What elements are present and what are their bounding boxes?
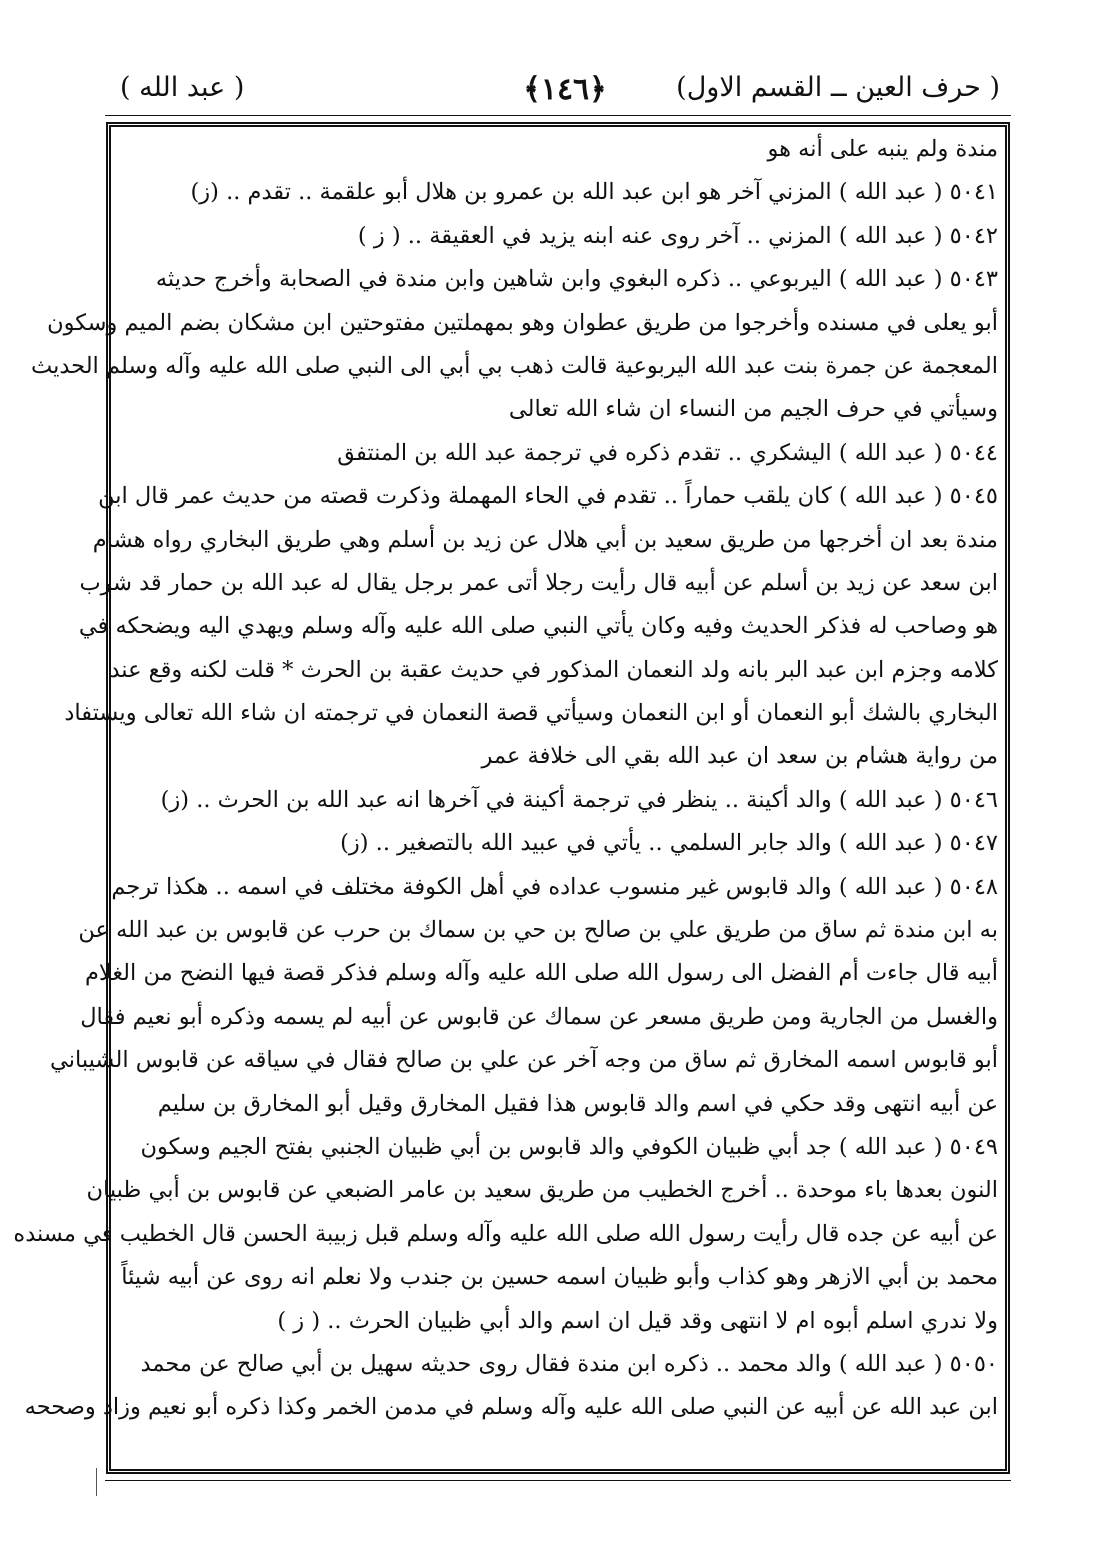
border-rule-bottom bbox=[105, 1480, 1011, 1481]
text-line: المعجمة عن جمرة بنت عبد الله اليربوعية قالت ذهب بي أبي الى النبي صلى الله عليه وآله وسلم الحديث bbox=[31, 352, 998, 379]
text-line: ٥٠٤٢ ( عبد الله ) المزني .. آخر روى عنه ابنه يزيد في العقيقة .. ( ز ) bbox=[357, 222, 998, 249]
text-line: عن أبيه انتهى وقد حكي في اسم والد قابوس هذا فقيل المخارق وقيل أبو المخارق بن سليم bbox=[157, 1090, 998, 1117]
text-line: عن أبيه عن جده قال رأيت رسول الله صلى الله عليه وآله وسلم قبل زبيبة الحسن قال الخطيب في مسنده bbox=[13, 1220, 998, 1247]
margin-mark bbox=[96, 1468, 97, 1496]
text-line: كلامه وجزم ابن عبد البر بانه ولد النعمان المذكور في حديث عقبة بن الحرث * قلت لكنه وقع عند bbox=[109, 656, 998, 683]
text-line: ٥٠٥٠ ( عبد الله ) والد محمد .. ذكره ابن مندة فقال روى حديثه سهيل بن أبي صالح عن محمد bbox=[140, 1350, 998, 1377]
text-line: ٥٠٤٧ ( عبد الله ) والد جابر السلمي .. يأتي في عبيد الله بالتصغير .. (ز) bbox=[340, 830, 998, 857]
text-line: محمد بن أبي الازهر وهو كذاب وأبو ظبيان اسمه حسين بن جندب ولا نعلم انه روى عن أبيه شيئاً bbox=[121, 1264, 998, 1291]
section-title: ( حرف العين ــ القسم الاول) bbox=[676, 72, 1000, 103]
text-line: ولا ندري اسلم أبوه ام لا انتهى وقد قيل ان اسم والد أبي ظبيان الحرث .. ( ز ) bbox=[277, 1307, 998, 1334]
text-line: به ابن مندة ثم ساق من طريق علي بن صالح بن حي بن سماك بن حرب عن قابوس بن عبد الله عن bbox=[78, 917, 998, 944]
text-line: ٥٠٤٨ ( عبد الله ) والد قابوس غير منسوب عداده في أهل الكوفة مختلف في اسمه .. هكذا ترجم bbox=[111, 873, 998, 900]
text-line: ٥٠٤٤ ( عبد الله ) اليشكري .. تقدم ذكره في ترجمة عبد الله بن المنتفق bbox=[337, 439, 998, 466]
page-body bbox=[13, 128, 998, 1468]
entry-name: ( عبد الله ) bbox=[120, 72, 245, 103]
text-line: ٥٠٤٦ ( عبد الله ) والد أكينة .. ينظر في ترجمة أكينة في آخرها انه عبد الله بن الحرث .. (ز) bbox=[160, 786, 998, 813]
text-line: ابن عبد الله عن أبيه عن النبي صلى الله عليه وآله وسلم في مدمن الخمر وكذا ذكره أبو نعيم وزاد وصححه bbox=[24, 1394, 998, 1421]
text-line: ٥٠٤٣ ( عبد الله ) اليربوعي .. ذكره البغوي وابن شاهين وابن مندة في الصحابة وأخرج حديثه bbox=[155, 266, 998, 293]
text-line: ٥٠٤٥ ( عبد الله ) كان يلقب حماراً .. تقدم في الحاء المهملة وذكرت قصته من حديث عمر قال ابن bbox=[98, 483, 998, 510]
text-line: البخاري بالشك أبو النعمان أو ابن النعمان وسيأتي قصة النعمان في ترجمته ان شاء الله تعالى ويستفاد bbox=[64, 700, 998, 727]
page-header bbox=[120, 72, 1000, 128]
text-line: النون بعدها باء موحدة .. أخرج الخطيب من طريق سعيد بن عامر الضبعي عن قابوس بن أبي ظبيان bbox=[86, 1177, 998, 1204]
text-line: ٥٠٤١ ( عبد الله ) المزني آخر هو ابن عبد الله بن عمرو بن هلال أبو علقمة .. تقدم .. (ز) bbox=[190, 179, 998, 206]
text-line: من رواية هشام بن سعد ان عبد الله بقي الى خلافة عمر bbox=[481, 743, 998, 770]
page-number: ﴿١٤٦﴾ bbox=[523, 72, 607, 107]
text-line: ٥٠٤٩ ( عبد الله ) جد أبي ظبيان الكوفي والد قابوس بن أبي ظبيان الجنبي بفتح الجيم وسكون bbox=[140, 1133, 998, 1160]
text-line: أبو قابوس اسمه المخارق ثم ساق من وجه آخر عن علي بن صالح فقال في سياقه عن قابوس الشيباني bbox=[49, 1047, 998, 1074]
border-rule-top bbox=[105, 115, 1011, 116]
text-line: أبو يعلى في مسنده وأخرجوا من طريق عطوان وهو بمهملتين مفتوحتين ابن مشكان بضم الميم وسكون bbox=[47, 309, 998, 336]
text-line: والغسل من الجارية ومن طريق مسعر عن سماك عن قابوس عن أبيه لم يسمه وذكره أبو نعيم فقال bbox=[80, 1003, 998, 1030]
text-line: مندة ولم ينبه على أنه هو bbox=[767, 136, 998, 162]
text-line: وسيأتي في حرف الجيم من النساء ان شاء الله تعالى bbox=[508, 396, 998, 423]
text-line: هو وصاحب له فذكر الحديث وفيه وكان يأتي النبي صلى الله عليه وآله وسلم ويهدي اليه ويضحكه في bbox=[78, 613, 998, 640]
text-line: ابن سعد عن زيد بن أسلم عن أبيه قال رأيت رجلا أتى عمر برجل يقال له عبد الله بن حمار قد شرب bbox=[79, 569, 998, 596]
text-line: أبيه قال جاءت أم الفضل الى رسول الله صلى الله عليه وآله وسلم فذكر قصة فيها النضح من الغلام bbox=[84, 960, 998, 987]
text-line: مندة بعد ان أخرجها من طريق سعيد بن أبي هلال عن زيد بن أسلم وهي طريق البخاري رواه هشام bbox=[92, 526, 998, 553]
